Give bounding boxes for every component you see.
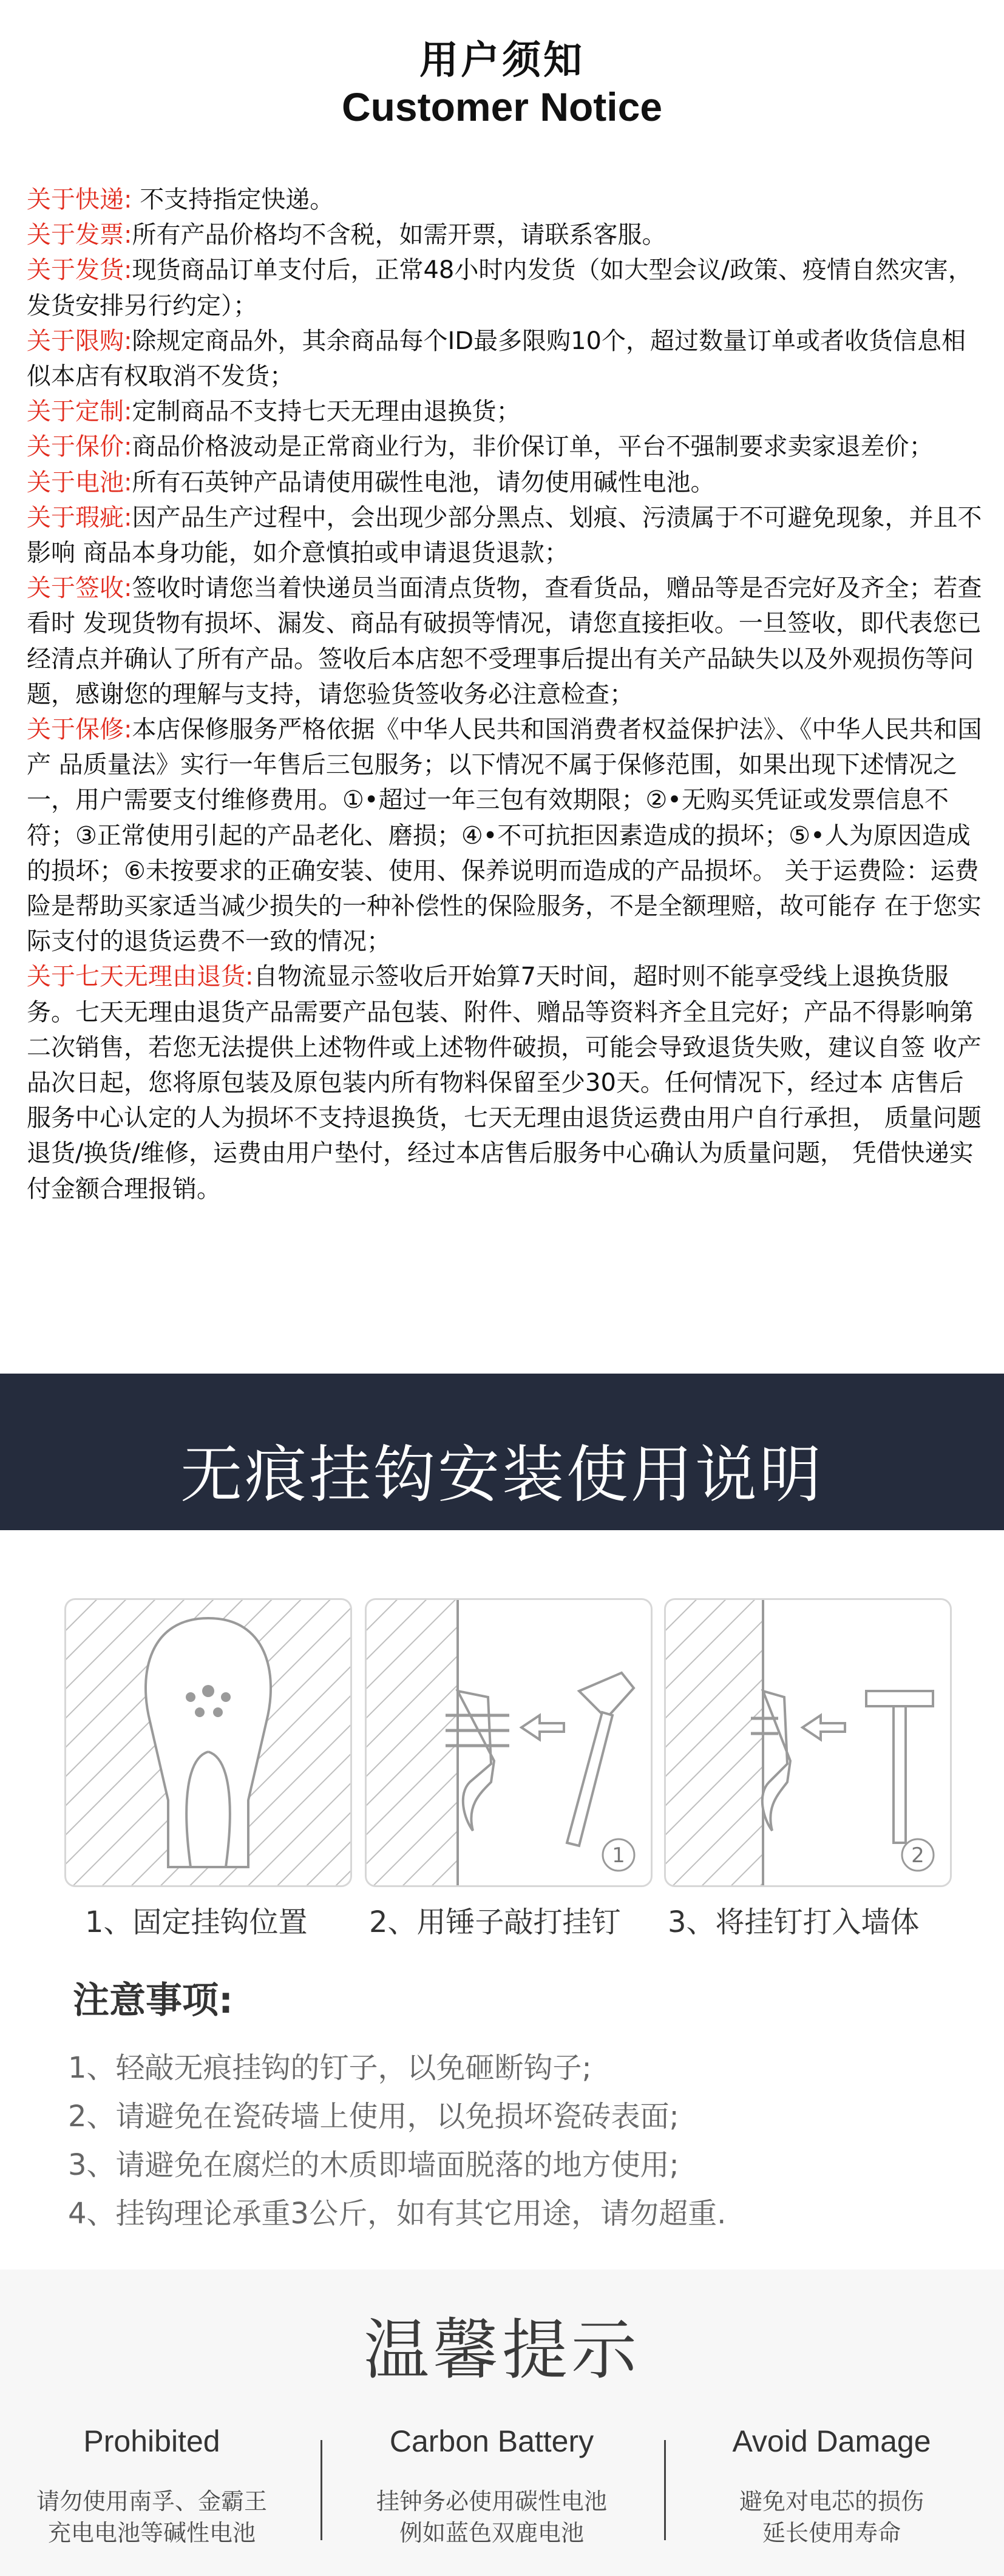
notice-label: 关于七天无理由退货: <box>27 963 254 991</box>
notice-text: 不支持指定快递。 <box>132 186 334 214</box>
banner-title: 无痕挂钩安装使用说明 <box>180 1439 824 1511</box>
notice-paragraph <box>27 571 983 712</box>
step-caption: 3、将挂钉打入墙体 <box>668 1905 920 1939</box>
tip-line: 充电电池等碱性电池 <box>47 2520 256 2546</box>
attention-item: 1、轻敲无痕挂钩的钉子，以免砸断钩子; <box>68 2051 592 2085</box>
hammer-icon <box>866 1691 933 1843</box>
notice-label: 关于瑕疵: <box>27 503 132 532</box>
notice-title-cn: 用户须知 <box>419 38 585 83</box>
notice-label: 关于发票: <box>27 221 132 249</box>
hook-wall-icon <box>458 1691 494 1831</box>
notice-text: 所有产品价格均不含税，如需开票，请联系客服。 <box>132 221 667 249</box>
step-caption: 1、固定挂钩位置 <box>85 1905 308 1939</box>
notice-paragraph <box>27 429 983 464</box>
notice-text: 所有石英钟产品请使用碳性电池，请勿使用碱性电池。 <box>132 468 715 497</box>
attention-title: 注意事项: <box>73 1979 233 2022</box>
notice-paragraph <box>27 500 983 571</box>
notice-text: 现货商品订单支付后，正常48小时内发货（如大型会议/政策、疫情自然灾害，发货安排另行约定）； <box>27 256 972 320</box>
notice-label: 关于保价: <box>27 433 132 461</box>
notice-text: 商品价格波动是正常商业行为，非价保订单，平台不强制要求卖家退差价； <box>132 433 934 461</box>
notice-text: 自物流显示签收后开始算7天时间，超时则不能享受线上退换货服务。七天无理由退货产品需要产品包装、附件、赠品等资料齐全且完好；产品不得影响第 二次销售，若您无法提供上述物件或上述物件破损，可能会导致退货失败，建议自签 收产品次日起，您将原包装及原包装内所有物料保留至少30天。任何情况下，经过本 店售后服务中心认定的人为损坏不支持退换货，七天无理由退货运费由用户自行承担， 质量问题退货/换货/维修，运费由用户垫付，经过本店售后服务中心确认为质量问题， 凭借快递实付金额合理报销。 <box>27 963 982 1203</box>
notice-text: 本店保修服务严格依据《中华人民共和国消费者权益保护法》、《中华人民共和国产 品质量法》实行一年售后三包服务；以下情况不属于保修范围，如果出现下述情况之一，用户需要支付维修费用。①•超过一年三包有效期限；②•无购买凭证或发票信息不符；③正常使用引起的产品老化、磨损；④•不可抗拒因素造成的损坏；⑤•人为原因造成的损坏；⑥未按要求的正确安装、使用、保养说明而造成的产品损坏。 关于运费险：运费险是帮助买家适当减少损失的一种补偿性的保险服务，不是全额理赔，故可能存 在于您实际支付的退货运费不一致的情况； <box>27 716 982 956</box>
notice-paragraph <box>27 253 983 323</box>
notice-label: 关于签收: <box>27 574 132 603</box>
tips-title: 温馨提示 <box>363 2313 640 2388</box>
tip-line: 挂钟务必使用碳性电池 <box>376 2488 607 2515</box>
notice-text: 定制商品不支持七天无理由退换货； <box>132 398 521 426</box>
arrow-left-icon <box>802 1715 845 1740</box>
tip-line: 避免对电芯的损伤 <box>739 2488 924 2515</box>
step-caption: 2、用锤子敲打挂钉 <box>369 1905 621 1939</box>
notice-paragraph <box>27 959 983 1206</box>
notice-text: 除规定商品外，其余商品每个ID最多限购10个，超过数量订单或者收货信息相似本店有权取消不发货； <box>27 327 966 391</box>
tip-line: 请勿使用南孚、金霸王 <box>36 2488 267 2515</box>
install-banner <box>0 1374 1004 1530</box>
attention-item: 2、请避免在瓷砖墙上使用，以免损坏瓷砖表面; <box>68 2100 679 2134</box>
notice-body <box>27 182 983 1207</box>
notice-paragraph <box>27 182 983 217</box>
notice-text: 因产品生产过程中，会出现少部分黑点、划痕、污渍属于不可避免现象，并且不影响 商品本身功能，如介意慎拍或申请退货退款； <box>27 503 982 568</box>
notice-text: 签收时请您当着快递员当面清点货物，查看货品，赠品等是否完好及齐全；若查看时 发现货物有损坏、漏发、商品有破损等情况，请您直接拒收。一旦签收，即代表您已经清点并确认了所有产品。签收后本店恕不受理事后提出有关产品缺失以及外观损伤等问题，感谢您的理解与支持，请您验货签收务必注意检查； <box>27 574 982 708</box>
tip-heading: Carbon Battery <box>389 2424 594 2458</box>
notice-paragraph <box>27 465 983 500</box>
step-1-illustration <box>64 1598 352 1887</box>
tip-divider <box>664 2440 666 2540</box>
step-badge: 2 <box>911 1843 924 1868</box>
notice-paragraph <box>27 712 983 959</box>
tip-line: 例如蓝色双鹿电池 <box>399 2520 584 2546</box>
notice-label: 关于限购: <box>27 327 132 355</box>
notice-paragraph <box>27 217 983 253</box>
notice-label: 关于电池: <box>27 468 132 497</box>
notice-label: 关于快递: <box>27 186 132 214</box>
notice-paragraph <box>27 324 983 394</box>
tip-heading: Prohibited <box>83 2424 220 2458</box>
step-2-illustration <box>365 1598 653 1887</box>
step-badge: 1 <box>612 1843 625 1868</box>
attention-item: 4、挂钩理论承重3公斤，如有其它用途，请勿超重. <box>68 2197 727 2231</box>
notice-label: 关于发货: <box>27 256 132 285</box>
arrow-left-icon <box>521 1715 564 1740</box>
notice-label: 关于保修: <box>27 716 132 744</box>
tip-divider <box>321 2440 322 2540</box>
hammer-icon <box>567 1673 634 1846</box>
notice-paragraph <box>27 394 983 429</box>
attention-item: 3、请避免在腐烂的木质即墙面脱落的地方使用; <box>68 2148 679 2182</box>
tip-line: 延长使用寿命 <box>762 2520 901 2546</box>
notice-title-en: Customer Notice <box>341 84 663 129</box>
notice-label: 关于定制: <box>27 398 132 426</box>
step-3-illustration <box>664 1598 952 1887</box>
tip-heading: Avoid Damage <box>732 2424 931 2458</box>
